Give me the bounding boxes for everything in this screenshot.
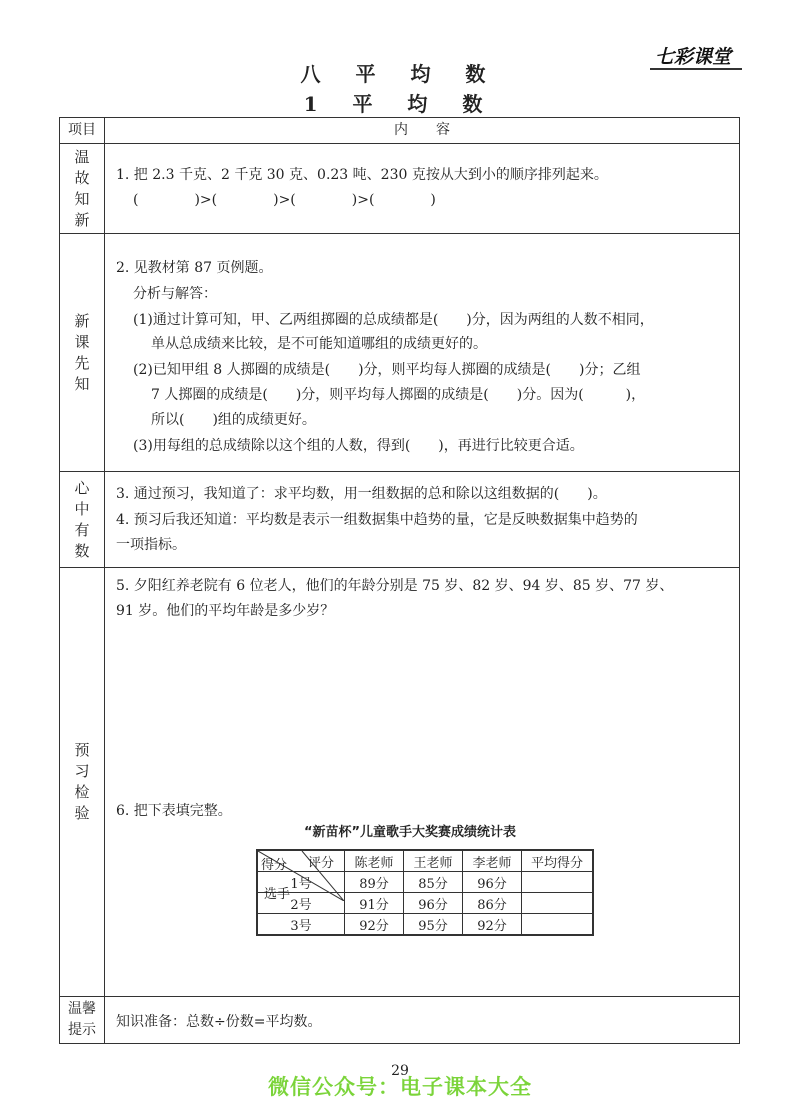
table-row bbox=[257, 914, 593, 936]
row-divider bbox=[60, 233, 739, 234]
average-answer-cell[interactable] bbox=[522, 872, 594, 893]
table-header: 陈老师 bbox=[345, 850, 404, 872]
row-divider bbox=[60, 471, 739, 472]
brand-logo: 七彩课堂 bbox=[655, 46, 732, 68]
average-answer-cell[interactable] bbox=[522, 914, 594, 936]
table-cell: 3号 bbox=[257, 914, 345, 936]
score-table-title: “新苗杯”儿童歌手大奖赛成绩统计表 bbox=[303, 825, 517, 840]
analysis-line: (1)通过计算可知，甲、乙两组掷圈的总成绩都是( )分，因为两组的人数不相同， bbox=[133, 312, 654, 328]
score-table bbox=[256, 849, 594, 936]
corner-label-score: 得分 bbox=[261, 858, 288, 873]
question-1-blanks: ( )>( )>( )>( ) bbox=[133, 192, 436, 208]
table-cell: 85分 bbox=[404, 872, 463, 893]
table-cell: 96分 bbox=[404, 893, 463, 914]
corner-label-contestant: 选手 bbox=[264, 887, 291, 902]
question-4: 4. 预习后我还知道：平均数是表示一组数据集中趋势的量，它是反映数据集中趋势的 bbox=[116, 512, 638, 528]
table-cell: 95分 bbox=[404, 914, 463, 936]
worksheet-table bbox=[59, 117, 740, 1044]
label-check: 预 习 检 验 bbox=[74, 741, 90, 822]
table-header: 平均得分 bbox=[522, 850, 594, 872]
logo-underline bbox=[650, 68, 742, 70]
lesson-title: 1 平 均 数 bbox=[303, 92, 497, 116]
table-header: 王老师 bbox=[404, 850, 463, 872]
table-cell: 92分 bbox=[463, 914, 522, 936]
analysis-line: 所以( )组的成绩更好。 bbox=[151, 412, 316, 428]
table-cell: 92分 bbox=[345, 914, 404, 936]
question-1: 1. 把 2.3 千克、2 千克 30 克、0.23 吨、230 克按从大到小的顺序排列起来。 bbox=[116, 167, 608, 183]
table-cell: 96分 bbox=[463, 872, 522, 893]
label-preview: 新 课 先 知 bbox=[74, 311, 90, 393]
analysis-line: (3)用每组的总成绩除以这个组的人数，得到( )，再进行比较更合适。 bbox=[133, 438, 584, 454]
question-6: 6. 把下表填完整。 bbox=[116, 803, 232, 819]
analysis-line: 单从总成绩来比较，是不可能知道哪组的成绩更好的。 bbox=[151, 336, 487, 352]
column-header-content: 内 容 bbox=[394, 122, 450, 138]
analysis-line: (2)已知甲组 8 人掷圈的成绩是( )分，则平均每人掷圈的成绩是( )分；乙组 bbox=[133, 362, 641, 378]
corner-label-judge: 评分 bbox=[308, 856, 335, 871]
average-answer-cell[interactable] bbox=[522, 893, 594, 914]
question-5: 5. 夕阳红养老院有 6 位老人，他们的年龄分别是 75 岁、82 岁、94 岁、85 岁、77 岁、 bbox=[116, 578, 674, 594]
question-2: 2. 见教材第 87 页例题。 bbox=[116, 260, 273, 276]
table-header: 李老师 bbox=[463, 850, 522, 872]
label-tips: 温馨 提示 bbox=[68, 1001, 96, 1038]
chapter-title: 八 平 均 数 bbox=[300, 62, 500, 86]
column-divider bbox=[104, 118, 105, 1043]
row-divider bbox=[60, 143, 739, 144]
table-cell: 91分 bbox=[345, 893, 404, 914]
column-header-item: 项目 bbox=[68, 122, 96, 138]
table-cell: 89分 bbox=[345, 872, 404, 893]
row-divider bbox=[60, 567, 739, 568]
watermark-text: 微信公众号：电子课本大全 bbox=[268, 1075, 532, 1099]
question-5-cont: 91 岁。他们的平均年龄是多少岁？ bbox=[116, 603, 335, 619]
question-4-cont: 一项指标。 bbox=[116, 537, 186, 553]
analysis-line: 7 人掷圈的成绩是( )分，则平均每人掷圈的成绩是( )分。因为( )， bbox=[151, 387, 646, 403]
tips-text: 知识准备：总数÷份数=平均数。 bbox=[116, 1014, 322, 1030]
analysis-heading: 分析与解答： bbox=[133, 286, 217, 302]
table-cell: 1号 bbox=[257, 872, 345, 893]
table-cell: 2号 bbox=[257, 893, 345, 914]
table-cell: 86分 bbox=[463, 893, 522, 914]
label-mind: 心 中 有 数 bbox=[74, 478, 90, 560]
page-number: 29 bbox=[391, 1063, 409, 1079]
row-divider bbox=[60, 996, 739, 997]
question-3: 3. 通过预习，我知道了：求平均数，用一组数据的总和除以这组数据的( )。 bbox=[116, 486, 607, 502]
label-review: 温 故 知 新 bbox=[74, 147, 90, 229]
